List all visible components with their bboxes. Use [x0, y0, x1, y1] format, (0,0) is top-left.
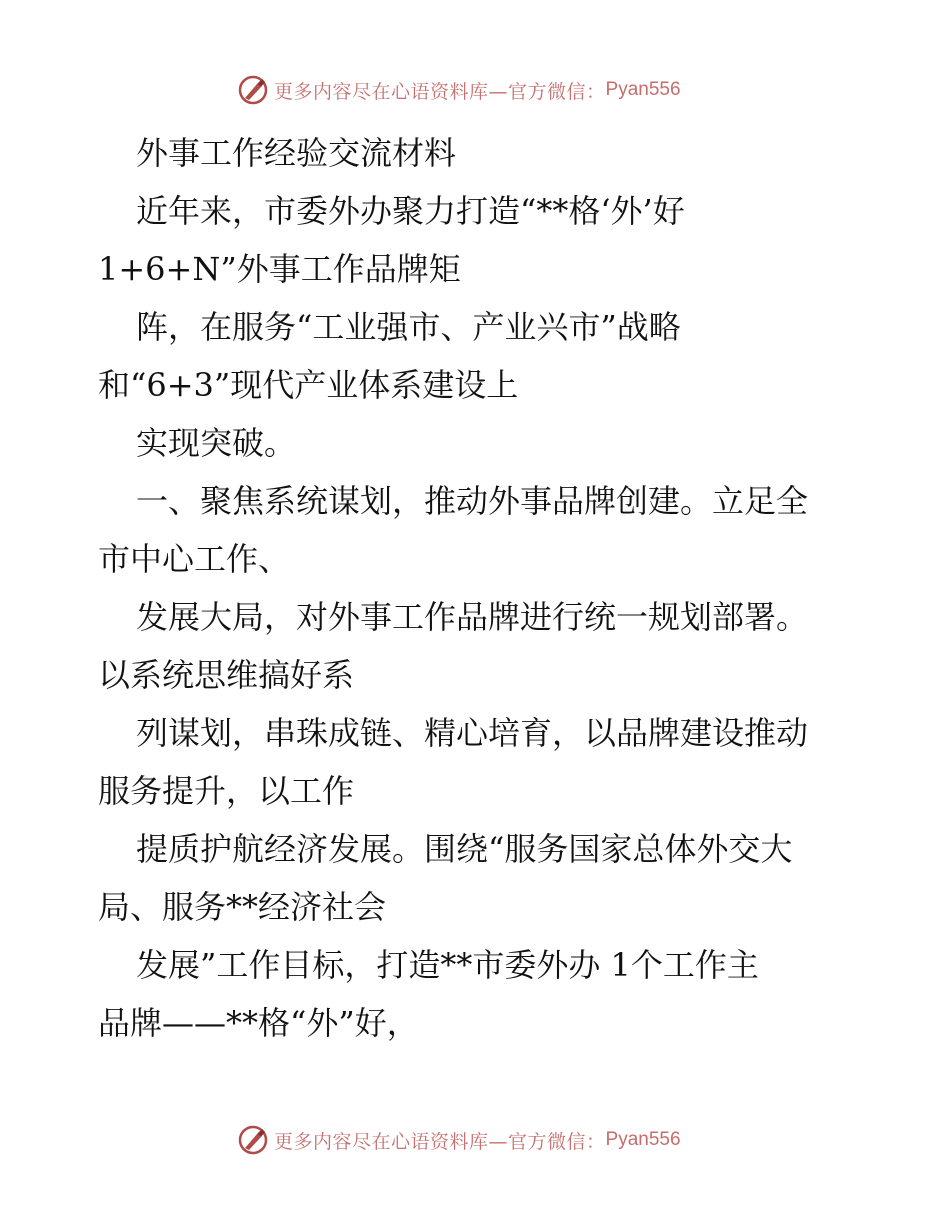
text-line: 品牌——**格“外”好，	[98, 1004, 419, 1042]
text-line: 阵，在服务“工业强市、产业兴市”战略	[136, 308, 681, 346]
watermark-text: 更多内容尽在心语资料库—官方微信：	[274, 80, 606, 103]
document-title: 外事工作经验交流材料	[136, 134, 457, 172]
text-line: 提质护航经济发展。围绕“服务国家总体外交大	[136, 830, 793, 868]
text-line: 1+6+N”外事工作品牌矩	[98, 250, 461, 288]
text-line: 市中心工作、	[98, 540, 291, 578]
text-line: 实现突破。	[136, 424, 297, 462]
section-heading-line: 一、聚焦系统谋划，推动外事品牌创建。立足全	[136, 482, 809, 520]
pen-logo-icon	[236, 1123, 270, 1157]
footer-watermark	[236, 1122, 681, 1158]
watermark-wechat-id: Pyan556	[605, 79, 681, 100]
text-line: 和“6+3”现代产业体系建设上	[98, 366, 519, 404]
text-line: 发展”工作目标，打造**市委外办 1个工作主	[136, 946, 759, 984]
text-line: 近年来，市委外办聚力打造“**格‘外’好	[136, 192, 685, 230]
document-body	[98, 124, 898, 1052]
watermark-wechat-id: Pyan556	[605, 1129, 681, 1150]
text-line: 局、服务**经济社会	[98, 888, 387, 926]
header-watermark	[236, 72, 681, 108]
text-line: 以系统思维搞好系	[98, 656, 355, 694]
pen-logo-icon	[236, 73, 270, 107]
text-line: 列谋划，串珠成链、精心培育，以品牌建设推动	[136, 714, 809, 752]
text-line: 发展大局，对外事工作品牌进行统一规划部署。	[136, 598, 809, 636]
watermark-text: 更多内容尽在心语资料库—官方微信：	[274, 1130, 606, 1153]
text-line: 服务提升，以工作	[98, 772, 355, 810]
